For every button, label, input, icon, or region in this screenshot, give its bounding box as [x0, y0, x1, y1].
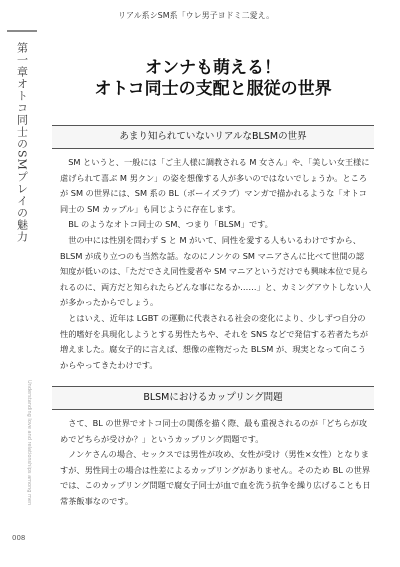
running-header: リアル系シSM系「ウレ男子ヨドミ二愛え。 [118, 11, 275, 20]
chapter-label: 第一章 [15, 42, 29, 78]
section-2-body [60, 416, 372, 510]
chapter-title-vertical [7, 42, 37, 392]
headline-line-1: オンナも萌える！ [145, 58, 281, 78]
paragraph: とはいえ、近年は LGBT の運動に代表される社会の変化により、少しずつ自分の性的嗜好を具現化しようとする男性たちや、それを SNS などで発信する若者たちが増えました。腐女子的に言えば、想像の産物だった BLSM が、現実となって向こうからやってきたわけです。 [60, 312, 369, 370]
section-2-heading: BLSMにおけるカップリング問題 [52, 386, 374, 410]
paragraph: SM というと、一般には「ご主人様に調教される M 女さん」や、「美しい女王様に虐げられて喜ぶ M 男クン」の姿を想像する人が多いのではないでしょうか。ところが SM の世界には、SM 系の BL（ボーイズラブ）マンガで描かれるような「オトコ同士の SM カップル」も同じように存在します。 [60, 157, 370, 214]
section-1-body [60, 155, 372, 373]
page-headline [52, 58, 374, 100]
paragraph: 世の中には性別を問わず S と M がいて、同性を愛する人もいるわけですから、BLSM が成り立つのも当然な話。なのにノンケの SM マニアさんに比べて世間の認知度が低いのは、「ただでさえ同性愛者や SM マニアというだけでも興味本位で見られるのに、両方だと知られたらどんな事になるか……」と、カミングアウトしない人が多かったからでしょう。 [60, 234, 371, 308]
headline-line-2: オトコ同士の支配と服従の世界 [94, 79, 332, 99]
paragraph: BL のようなオトコ同士の SM、つまり「BLSM」です。 [68, 219, 273, 230]
paragraph: さて、BL の世界でオトコ同士の関係を描く際、最も重視されるのが「どちらが攻めでどちらが受けか？」というカップリング問題です。 [60, 418, 368, 444]
chapter-band [7, 30, 37, 400]
chapter-title: オトコ同士のSMプレイの魅力 [15, 78, 29, 243]
paragraph: ノンケさんの場合、セックスでは男性が攻め、女性が受け（男性×女性）となりますが、男性同士の場合は性差によるカップリングがありません。そのため BL の世界では、このカップリング問題で腐女子同士が血で血を洗う抗争を繰り広げることも日常茶飯事なのです。 [60, 449, 371, 506]
page-number: 008 [12, 534, 26, 542]
side-note: Understanding love and relationships among men [26, 380, 32, 506]
chapter-rule [7, 30, 37, 32]
section-1-heading: あまり知られていないリアルなBLSMの世界 [52, 125, 374, 149]
